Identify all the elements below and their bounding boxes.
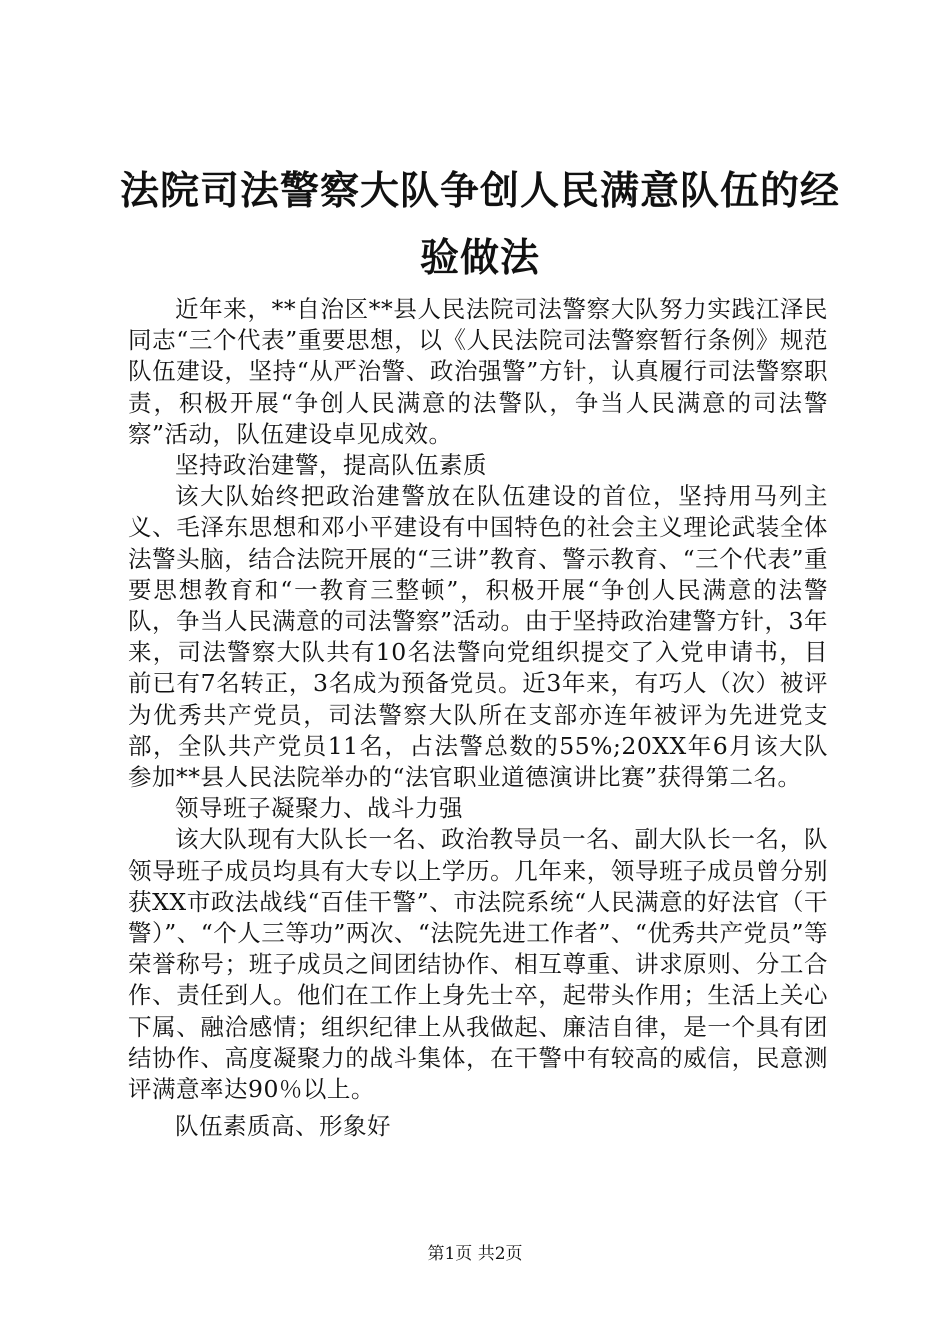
intro-paragraph: 近年来，**自治区**县人民法院司法警察大队努力实践江泽民同志“三个代表”重要思想，以《人民法院司法警察暂行条例》规范队伍建设，坚持“从严治警、政治强警”方针，认真履行司法警察职责，积极开展“争创人民满意的法警队，争当人民满意的司法警察”活动，队伍建设卓见成效。 [128, 295, 828, 448]
section-heading-leadership: 领导班子凝聚力、战斗力强 [175, 794, 463, 823]
document-body [128, 294, 828, 1142]
section-heading-political: 坚持政治建警，提高队伍素质 [175, 451, 487, 480]
leadership-paragraph: 该大队现有大队长一名、政治教导员一名、副大队长一名，队领导班子成员均具有大专以上学历。几年来，领导班子成员曾分别获XX市政法战线“百佳干警”、市法院系统“人民满意的好法官（干警）”、“个人三等功”两次、“法院先进工作者”、“优秀共产党员”等荣誉称号；班子成员之间团结协作、相互尊重、讲求原则、分工合作、责任到人。他们在工作上身先士卒，起带头作用；生活上关心下属、融洽感情；组织纪律上从我做起、廉洁自律，是一个具有团结协作、高度凝聚力的战斗集体，在干警中有较高的威信，民意测评满意率达90％以上。 [128, 825, 828, 1104]
page-footer: 第1页 共2页 [427, 1244, 523, 1264]
document-title: 法院司法警察大队争创人民满意队伍的经验做法 [119, 168, 840, 281]
section-heading-quality: 队伍素质高、形象好 [175, 1112, 391, 1141]
political-paragraph: 该大队始终把政治建警放在队伍建设的首位，坚持用马列主义、毛泽东思想和邓小平建设有中国特色的社会主义理论武装全体法警头脑，结合法院开展的“三讲”教育、警示教育、“三个代表”重要思想教育和“一教育三整顿”，积极开展“争创人民满意的法警队，争当人民满意的司法警察”活动。由于坚持政治建警方针，3年来，司法警察大队共有10名法警向党组织提交了入党申请书，目前已有7名转正，3名成为预备党员。近3年来，有巧人（次）被评为优秀共产党员，司法警察大队所在支部亦连年被评为先进党支部，全队共产党员11名，占法警总数的55%;20XX年6月该大队参加**县人民法院举办的“法官职业道德演讲比赛”获得第二名。 [128, 482, 828, 792]
